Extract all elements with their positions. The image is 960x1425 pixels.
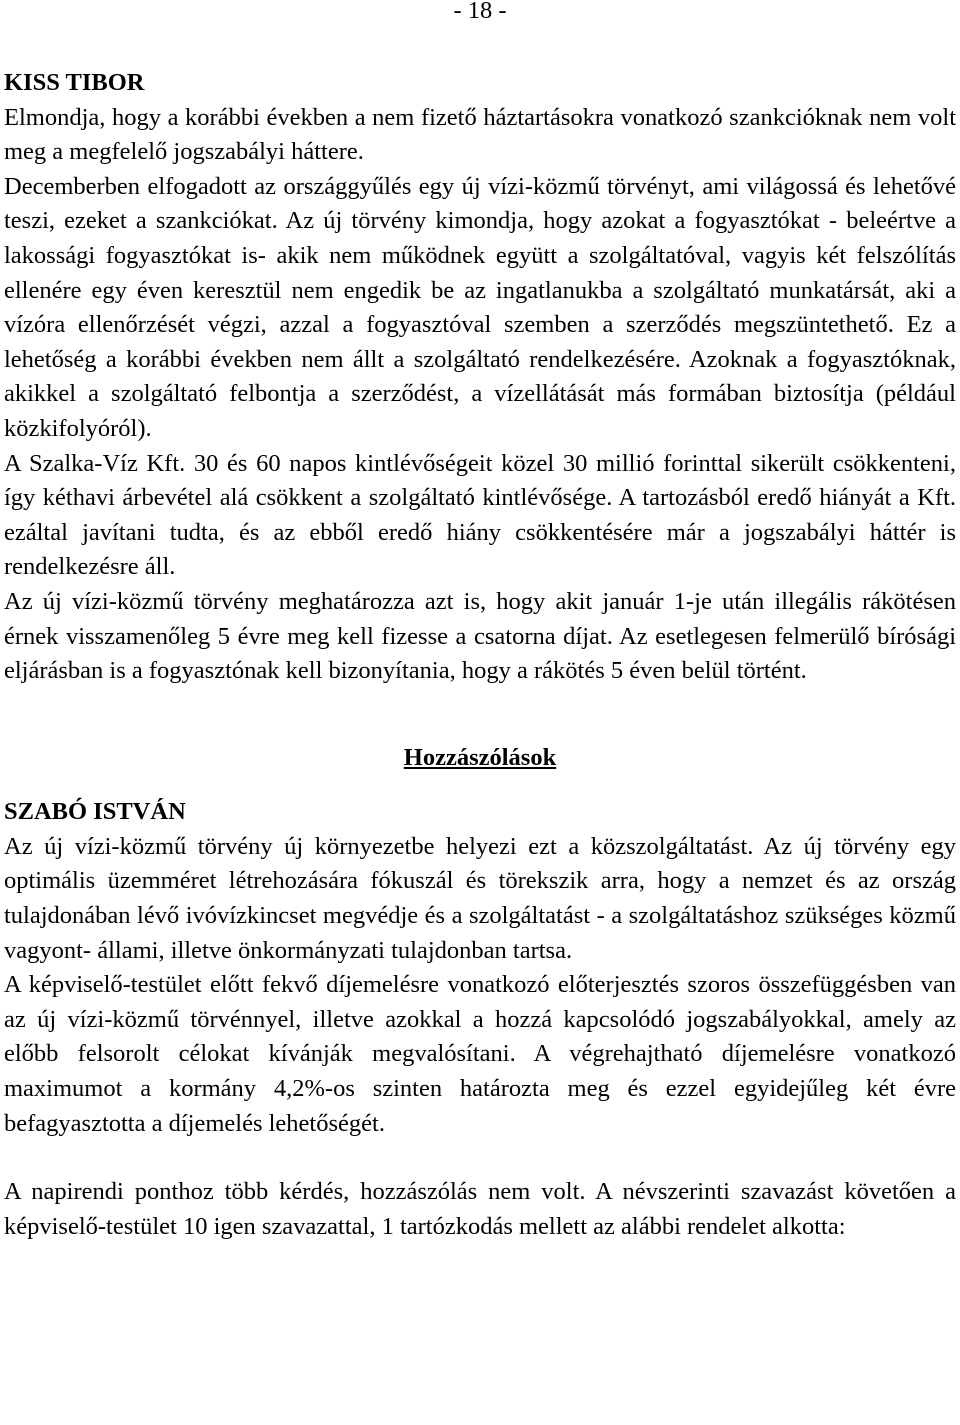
kiss-paragraph-1: Elmondja, hogy a korábbi években a nem fizető háztartásokra vonatkozó szankcióknak nem volt meg a megfelelő jogszabályi háttere. [4, 103, 956, 166]
kiss-paragraph-2: Decemberben elfogadott az országgyűlés egy új vízi-közmű törvényt, ami világossá és lehetővé teszi, ezeket a szankciókat. Az új törvény kimondja, hogy azokat a fogyasztókat - beleértve a lakossági fogyasztókat is- akik nem működnek együtt a szolgáltatóval, vagyis két felszólítás ellenére egy éven keresztül nem engedik be az ingatlanukba a szolgáltató munkatársát, aki a vízóra ellenőrzését végzi, azzal a fogyasztóval szemben a szerződés megszüntethető. Ez a lehetőség a korábbi években nem állt a szolgáltató rendelkezésére. Azoknak a fogyasztóknak, akikkel a szolgáltató felbontja a szerződést, a vízellátását más formában biztosítja (például közkifolyóról). [4, 172, 956, 442]
speaker-name-szabo: SZABÓ ISTVÁN [4, 798, 186, 826]
szabo-paragraph-1: Az új vízi-közmű törvény új környezetbe helyezi ezt a közszolgáltatást. Az új törvény egy optimális üzemméret létrehozására fókuszál és törekszik arra, hogy a nemzet és az ország tulajdonában lévő ivóvízkincset megvédje és a szolgáltatást - a szolgáltatáshoz szükséges közmű vagyont- állami, illetve önkormányzati tulajdonban tartsa. [4, 832, 956, 964]
kiss-paragraph-3: A Szalka-Víz Kft. 30 és 60 napos kintlévőségeit közel 30 millió forinttal sikerült csökkenteni, így kéthavi árbevétel alá csökkent a szolgáltató kintlévősége. A tartozásból eredő hiányát a Kft. ezáltal javítani tudta, és az ebből eredő hiány csökkentésére már a jogszabályi háttér is rendelkezésre áll. [4, 449, 956, 581]
szabo-paragraph-2: A képviselő-testület előtt fekvő díjemelésre vonatkozó előterjesztés szoros összefüggésben van az új vízi-közmű törvénnyel, illetve azokkal a hozzá kapcsolódó jogszabályokkal, amely az előbb felsorolt célokat kívánják megvalósítani. A végrehajtható díjemelésre vonatkozó maximumot a kormány 4,2%-os szinten határozta meg és ezzel egyidejűleg két évre befagyasztotta a díjemelés lehetőségét. [4, 971, 956, 1137]
closing-paragraph: A napirendi ponthoz több kérdés, hozzászólás nem volt. A névszerinti szavazást követően a képviselő-testület 10 igen szavazattal, 1 tartózkodás mellett az alábbi rendelet alkotta: [4, 1178, 956, 1240]
paragraph-gap [4, 1141, 956, 1175]
document-page [4, 0, 956, 1244]
section-heading-comments: Hozzászólások [403, 743, 557, 771]
kiss-paragraph-4: Az új vízi-közmű törvény meghatározza azt is, hogy akit január 1-je után illegális rákötésen érnek visszamenőleg 5 évre meg kell fizesse a csatorna díjat. Az esetlegesen felmerülő bírósági eljárásban is a fogyasztónak kell bizonyítania, hogy a rákötés 5 éven belül történt. [4, 587, 956, 685]
speaker-name-kiss: KISS TIBOR [4, 69, 145, 96]
page-number: - 18 - [453, 0, 507, 24]
